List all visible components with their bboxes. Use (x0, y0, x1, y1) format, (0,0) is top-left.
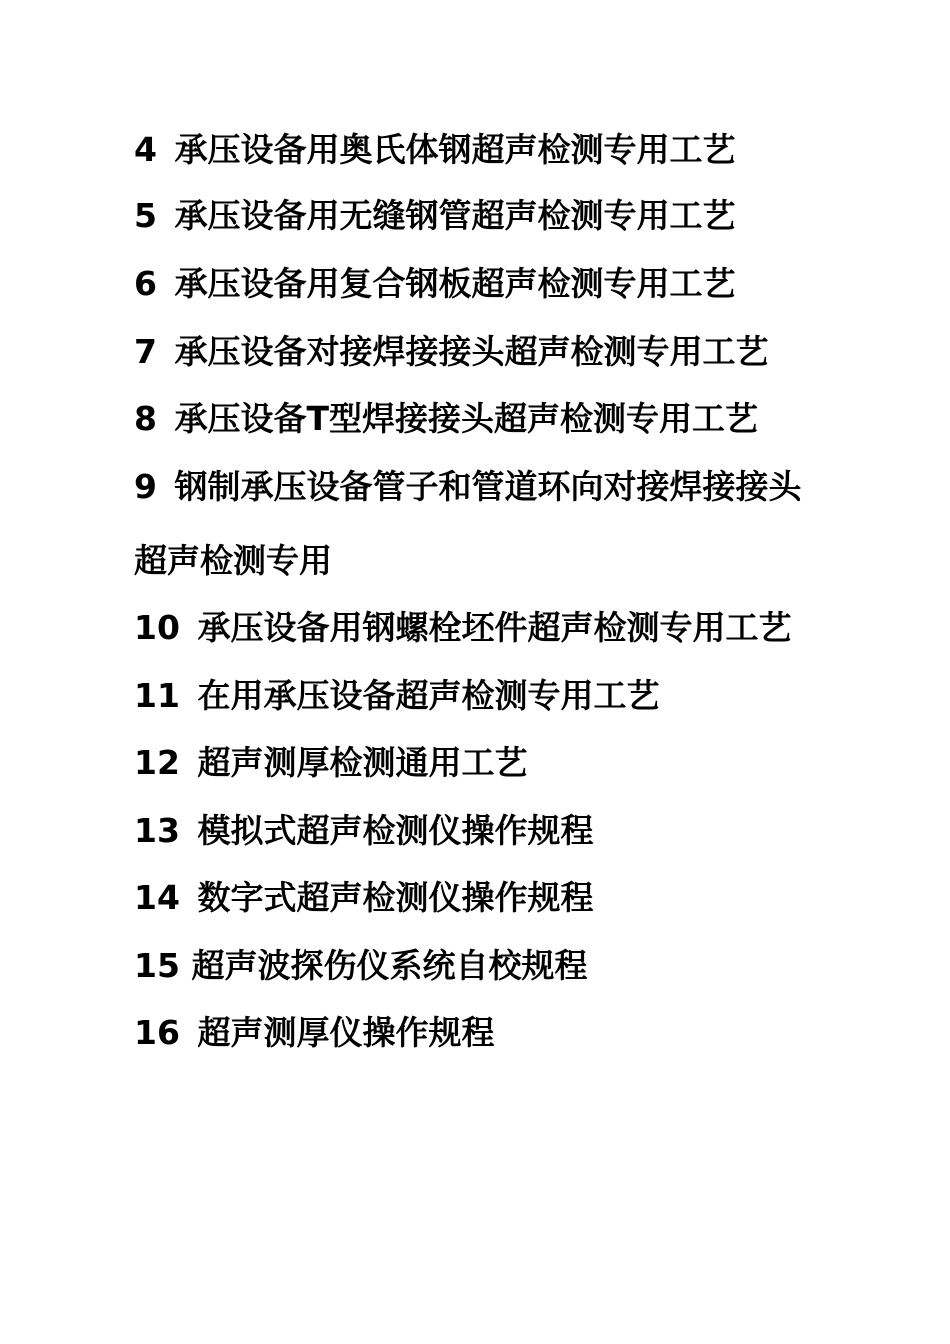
item-number: 4 (134, 130, 157, 169)
list-item (134, 608, 791, 648)
item-number: 8 (134, 399, 157, 438)
item-number: 15 (134, 946, 180, 985)
item-text: 模拟式超声检测仪操作规程 (197, 811, 594, 850)
list-item (134, 743, 527, 783)
item-number: 14 (134, 878, 180, 917)
item-number: 10 (134, 608, 180, 647)
item-number: 9 (134, 467, 157, 506)
item-text: 超声波探伤仪系统自校规程 (191, 946, 588, 985)
item-text: 承压设备对接焊接接头超声检测专用工艺 (174, 332, 769, 371)
item-number: 11 (134, 676, 180, 715)
item-number: 6 (134, 264, 157, 303)
item-text: 承压设备用复合钢板超声检测专用工艺 (174, 264, 736, 303)
list-item (134, 946, 587, 986)
item-text: 承压设备用钢螺栓坯件超声检测专用工艺 (197, 608, 792, 647)
item-text: 承压设备用奥氏体钢超声检测专用工艺 (174, 130, 736, 169)
list-item (134, 196, 735, 236)
item-number: 16 (134, 1013, 180, 1052)
item-number: 12 (134, 743, 180, 782)
item-text: 超声测厚仪操作规程 (197, 1013, 495, 1052)
item-text: 承压设备用无缝钢管超声检测专用工艺 (174, 196, 736, 235)
list-item (134, 130, 735, 170)
list-item (134, 811, 593, 851)
list-item (134, 467, 801, 507)
list-item (134, 332, 768, 372)
item-number: 7 (134, 332, 157, 371)
list-item (134, 399, 758, 439)
list-item (134, 676, 659, 716)
item-text: 在用承压设备超声检测专用工艺 (197, 676, 660, 715)
item-text: 钢制承压设备管子和管道环向对接焊接接头 (174, 467, 802, 506)
item-number: 13 (134, 811, 180, 850)
item-text: 超声检测专用 (134, 541, 332, 580)
item-number: 5 (134, 196, 157, 235)
list-item (134, 1013, 494, 1053)
item-text: 数字式超声检测仪操作规程 (197, 878, 594, 917)
list-item (134, 878, 593, 918)
item-text: 承压设备T型焊接接头超声检测专用工艺 (174, 399, 758, 438)
item-text: 超声测厚检测通用工艺 (197, 743, 528, 782)
list-item (134, 264, 735, 304)
list-item-continuation (134, 541, 332, 581)
